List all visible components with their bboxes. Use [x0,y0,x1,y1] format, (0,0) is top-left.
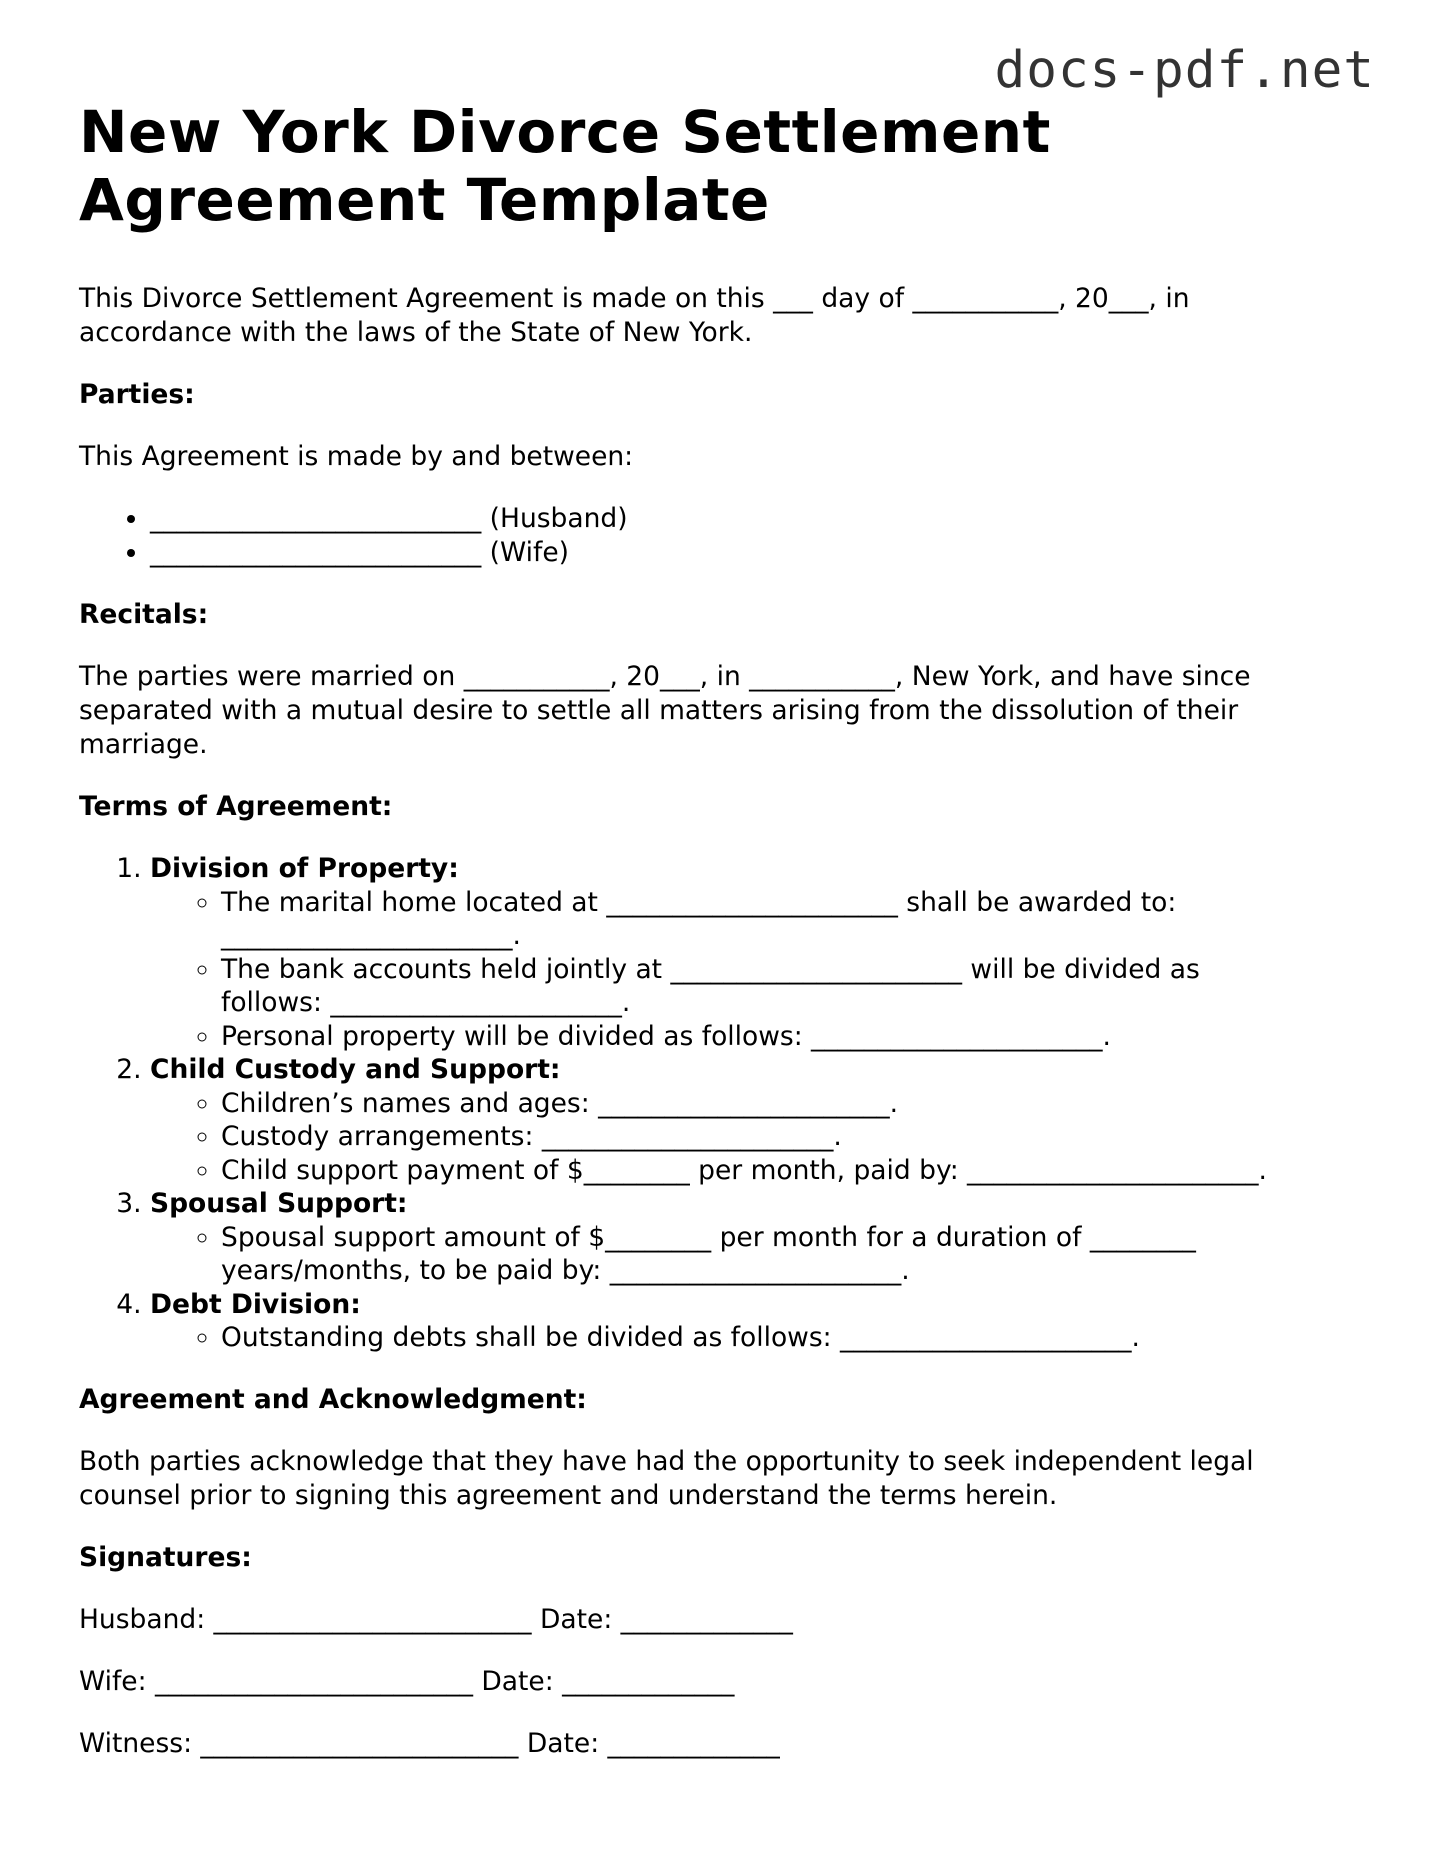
party-wife: • _________________________ (Wife) [150,536,1359,570]
signature-witness: Witness: ________________________ Date: _____________ [79,1727,780,1759]
signature-wife: Wife: ________________________ Date: _____________ [79,1665,735,1697]
document-body [79,98,1359,1761]
intro-paragraph [79,282,1359,350]
term-title: Division of Property: [150,853,459,884]
parties-text: This Agreement is made by and between: [79,441,634,472]
page-title [79,98,1359,234]
acknowledgment-heading: Agreement and Acknowledgment: [79,1383,587,1415]
term-item: ◦ Outstanding debts shall be divided as follows: ______________________. [221,1321,1359,1355]
term-title: Debt Division: [150,1288,361,1320]
recitals-paragraph [79,660,1359,762]
term-item: ◦ The bank accounts held jointly at ______________________ will be divided as follows: ______________________. [221,953,1359,1020]
term-title: Spousal Support: [150,1188,408,1219]
recitals-heading: Recitals: [79,599,209,630]
term-items [150,1221,1359,1288]
acknowledgment-line-2: counsel prior to signing this agreement and understand the terms herein. [79,1479,1058,1511]
term-spousal-support [150,1187,1359,1288]
term-items [150,886,1359,1054]
term-item: ◦ Child support payment of $________ per month, paid by: ______________________. [221,1154,1359,1188]
party-husband: • _________________________ (Husband) [150,502,1359,536]
term-division-of-property [150,852,1359,1053]
term-item: ◦ Children’s names and ages: ______________________. [221,1087,1359,1121]
term-child-custody [150,1053,1359,1187]
title-line-2: Agreement Template [79,166,770,234]
intro-line-2: accordance with the laws of the State of New York. [79,317,753,348]
acknowledgment-line-1: Both parties acknowledge that they have had the opportunity to seek independent legal [79,1445,1254,1477]
signatures-heading: Signatures: [79,1541,252,1573]
term-item: ◦ The marital home located at ______________________ shall be awarded to: ______________________. [221,886,1359,953]
recitals-line-2: separated with a mutual desire to settle all matters arising from the dissolution of their [79,695,1239,726]
acknowledgment-paragraph [79,1445,1359,1513]
signature-husband: Husband: ________________________ Date: _____________ [79,1603,793,1635]
recitals-line-3: marriage. [79,729,208,760]
parties-list [79,502,1359,570]
terms-heading: Terms of Agreement: [79,791,393,822]
terms-list [79,852,1359,1355]
term-items [150,1321,1359,1355]
term-title: Child Custody and Support: [150,1054,561,1085]
term-debt-division [150,1288,1359,1355]
term-item: ◦ Personal property will be divided as follows: ______________________. [221,1020,1359,1054]
intro-line-1: This Divorce Settlement Agreement is made on this ___ day of ___________, 20___, in [79,283,1190,314]
watermark: docs-pdf.net [994,41,1375,100]
term-item: ◦ Custody arrangements: ______________________. [221,1120,1359,1154]
title-line-1: New York Divorce Settlement [79,98,1051,166]
term-items [150,1087,1359,1188]
parties-heading: Parties: [79,379,195,410]
term-item: ◦ Spousal support amount of $________ per month for a duration of ________ years/months, to be paid by: ______________________. [221,1221,1359,1288]
recitals-line-1: The parties were married on ___________, 20___, in ___________, New York, and have since [79,661,1251,692]
